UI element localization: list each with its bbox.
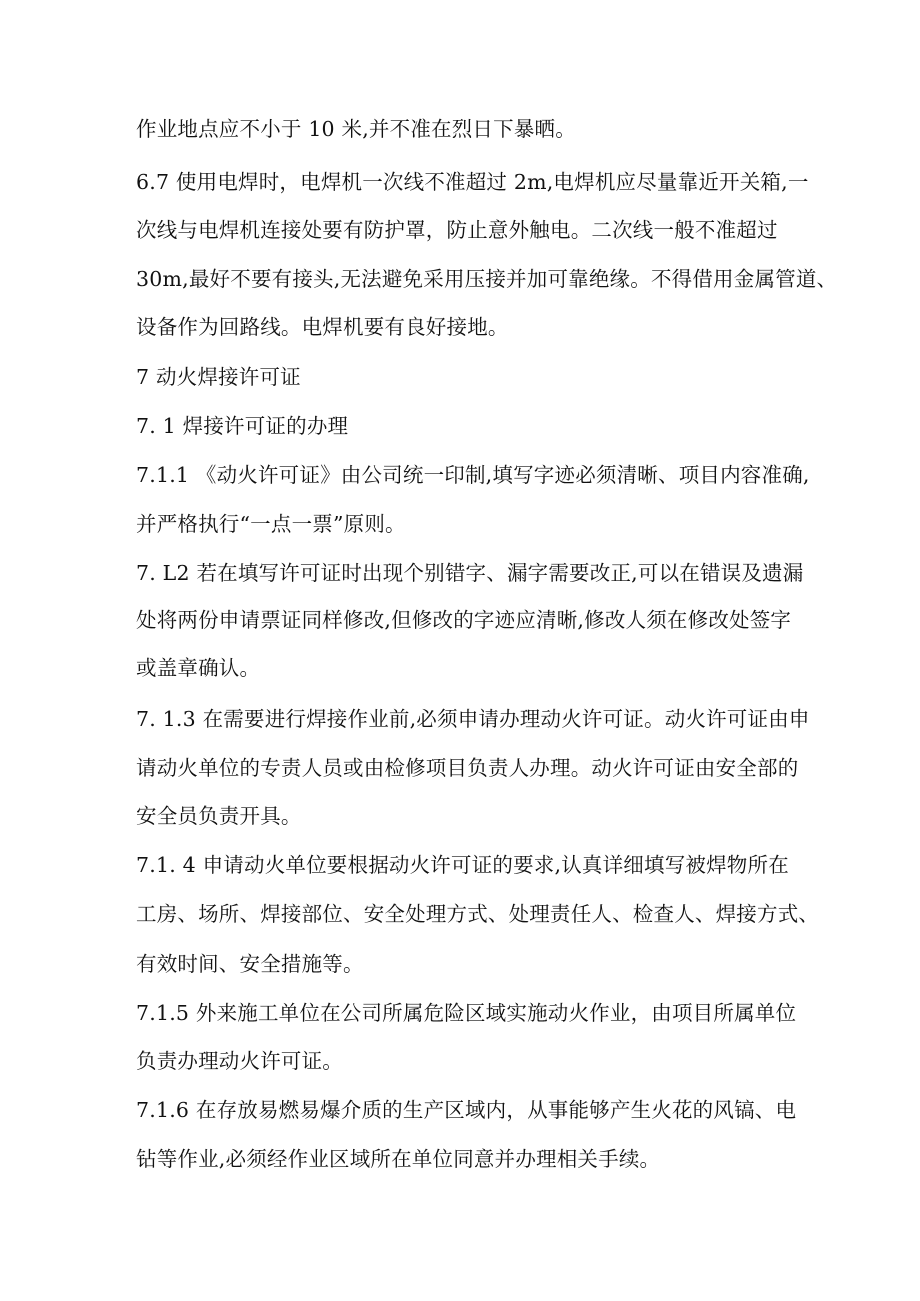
text-line: 7. L2 若在填写许可证时出现个别错字、漏字需要改正,可以在错误及遗漏 [136,561,804,585]
text-line: 7.1. 4 申请动火单位要根据动火许可证的要求,认真详细填写被焊物所在 [136,853,789,877]
text-line: 7.1.6 在存放易燃易爆介质的生产区域内，从事能够产生火花的风镐、电 [136,1098,797,1122]
text-line: 6.7 使用电焊时，电焊机一次线不准超过 2m,电焊机应尽量靠近开关箱,一 [136,170,809,194]
text-line: 请动火单位的专责人员或由检修项目负责人办理。动火许可证由安全部的 [136,756,799,780]
text-line: 设备作为回路线。电焊机要有良好接地。 [136,315,509,339]
section-heading: 7 动火焊接许可证 [136,365,301,389]
text-line: 负责办理动火许可证。 [136,1049,343,1073]
text-line: 7. 1.3 在需要进行焊接作业前,必须申请办理动火许可证。动火许可证由申 [136,707,810,731]
text-line: 次线与电焊机连接处要有防护罩，防止意外触电。二次线一般不准超过 [136,218,778,242]
text-line: 并严格执行“一点一票”原则。 [136,512,406,536]
text-line: 钻等作业,必须经作业区域所在单位同意并办理相关手续。 [136,1147,661,1171]
text-line: 作业地点应不小于 10 米,并不准在烈日下暴晒。 [136,117,576,141]
text-line: 7.1.1 《动火许可证》由公司统一印制,填写字迹必须清晰、项目内容准确, [136,463,810,487]
text-line: 或盖章确认。 [136,656,261,680]
subsection-heading: 7. 1 焊接许可证的办理 [136,414,349,438]
text-line: 工房、场所、焊接部位、安全处理方式、处理责任人、检查人、焊接方式、 [136,902,820,926]
text-line: 7.1.5 外来施工单位在公司所属危险区域实施动火作业，由项目所属单位 [136,1001,797,1025]
text-line: 有效时间、安全措施等。 [136,952,364,976]
text-line: 处将两份申请票证同样修改,但修改的字迹应清晰,修改人须在修改处签字 [136,608,792,632]
text-line: 安全员负责开具。 [136,804,302,828]
text-line: 30m,最好不要有接头,无法避免采用压接并加可靠绝缘。不得借用金属管道、 [136,267,838,291]
